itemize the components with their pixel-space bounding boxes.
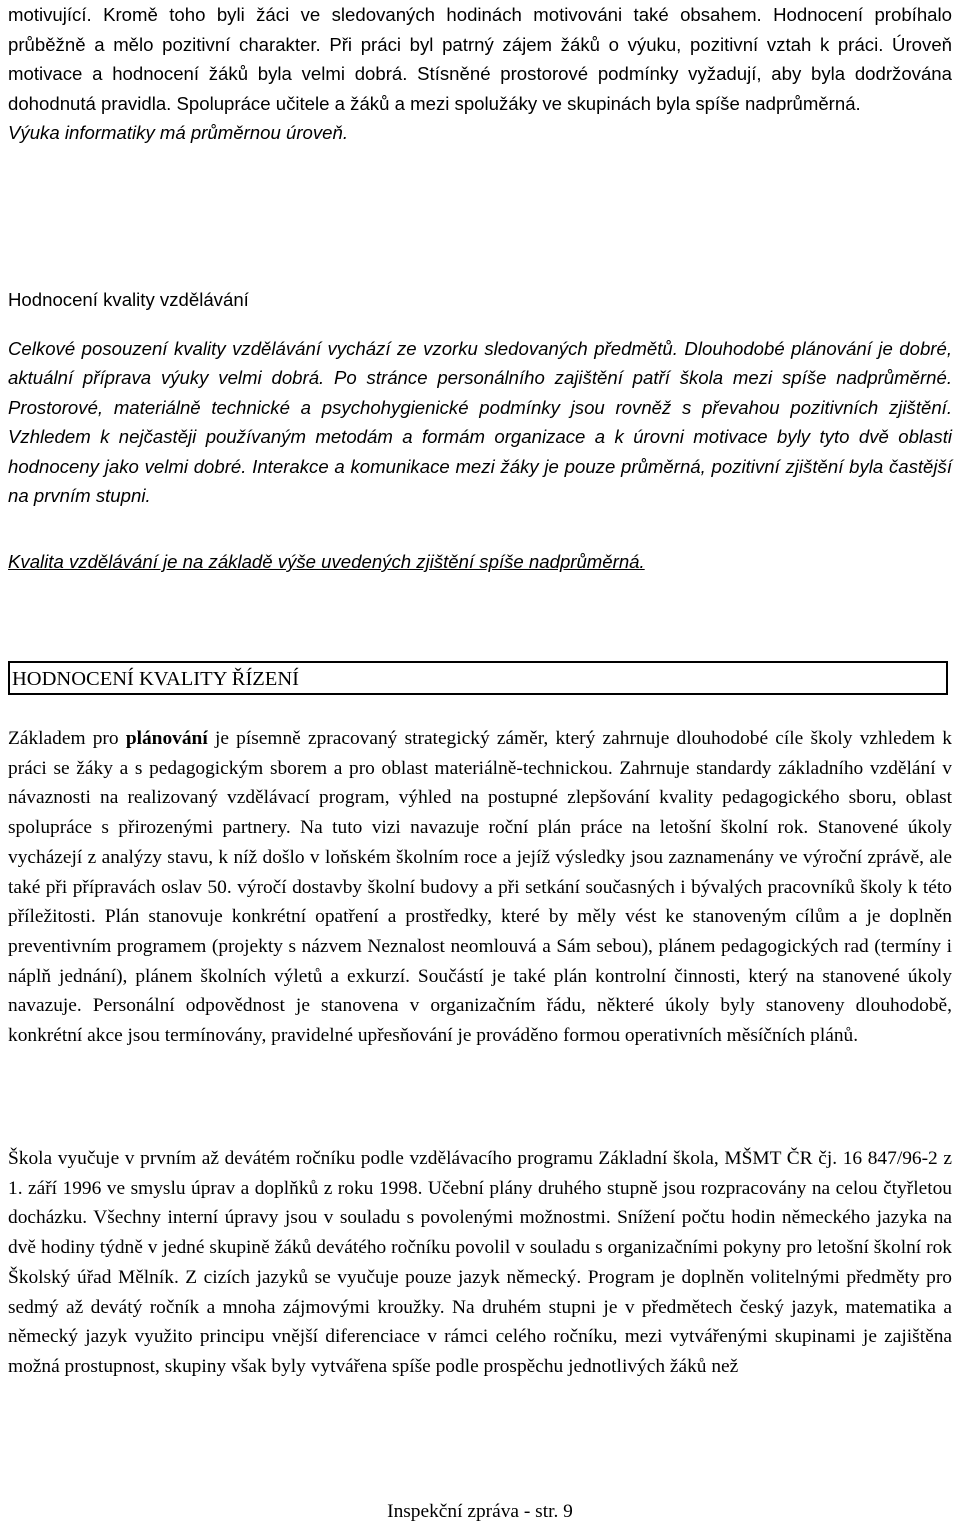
management-paragraph-1 bbox=[8, 724, 952, 1051]
quality-summary: Celkové posouzení kvality vzdělávání vychází ze vzorku sledovaných předmětů. Dlouhodobé plánování je dobré, aktuální příprava výuky velmi dobrá. Po stránce personálního zajištění patří škola mezi spíše nadprůměrné. Prostorové, materiálně technické a psychohygienické podmínky jsou rovněž s převahou pozitivních zjištění. Vzhledem k nejčastěji používaným metodám a formám organizace a k úrovni motivace byly tyto dvě oblasti hodnoceny jako velmi dobré. Interakce a komunikace mezi žáky je pouze průměrná, pozitivní zjištění byla častější na prvním stupni. bbox=[8, 338, 952, 507]
management-paragraph-2: Škola vyučuje v prvním až devátém ročníku podle vzdělávacího programu Základní škola, MŠMT ČR čj. 16 847/96-2 z 1. září 1996 ve smyslu úprav a doplňků z roku 1998. Učební plány druhého stupně jsou rozpracovány na celou čtyřletou docházku. Všechny interní úpravy jsou v souladu s povolenými možnostmi. Snížení počtu hodin německého jazyka na dvě hodiny týdně v jedné skupině žáků devátého ročníku povolil v souladu s organizačními pokyny pro letošní školní rok Školský úřad Mělník. Z cizích jazyků se vyučuje pouze jazyk německý. Program je doplněn volitelnými předměty pro sedmý až devátý ročník a mnoha zájmovými kroužky. Na druhém stupni je v předmětech český jazyk, matematika a německý jazyk využito principu vnější diferenciace v rámci celého ročníku, mezi vytvářenými skupinami je zajištěna možná prostupnost, skupiny však byly vytvářena spíše podle prospěchu jednotlivých žáků než bbox=[8, 1148, 952, 1377]
management-heading: HODNOCENÍ KVALITY ŘÍZENÍ bbox=[12, 668, 299, 690]
page-footer: Inspekční zpráva - str. 9 bbox=[387, 1501, 573, 1522]
intro-paragraph bbox=[8, 0, 952, 148]
management-p1-start: Základem pro bbox=[8, 728, 126, 749]
intro-paragraph-text: motivující. Kromě toho byli žáci ve sledovaných hodinách motivováni také obsahem. Hodnocení probíhalo průběžně a mělo pozitivní charakter. Při práci byl patrný zájem žáků o výuku, pozitivní vztah k práci. Úroveň motivace a hodnocení žáků byla velmi dobrá. Stísněné prostorové podmínky vyžadují, aby byla dodržována dohodnutá pravidla. Spolupráce učitele a žáků a mezi spolužáky ve skupinách byla spíše nadprůměrná. bbox=[8, 4, 952, 114]
management-p1-bold: plánování bbox=[125, 728, 208, 749]
quality-heading: Hodnocení kvality vzdělávání bbox=[8, 289, 249, 310]
management-p1-rest: je písemně zpracovaný strategický záměr, který zahrnuje dlouhodobé cíle školy vzhledem k práci se žáky a s pedagogickým sborem a pro oblast materiálně-technickou. Zahrnuje standardy základního vzdělání v návaznosti na realizovaný vzdělávací program, výhled na postupné zlepšování kvality pedagogického sboru, oblast spolupráce s přirozenými partnery. Na tuto vizi navazuje roční plán práce na letošní školní rok. Stanovené úkoly vycházejí z analýzy stavu, k níž došlo v loňském školním roce a jejíž výsledky jsou zaznamenány ve výroční zprávě, ale také při přípravách oslav 50. výročí dostavby školní budovy a při setkání současných i bývalých pracovníků školy k této příležitosti. Plán stanovuje konkrétní opatření a prostředky, které by měly vést ke stanoveným cílům a je doplněn preventivním programem (projekty s názvem Neznalost neomlouvá a Sám sebou), plánem pedagogických rad (termíny i náplň jednání), plánem školních výletů a exkurzí. Součástí je také plán kontrolní činnosti, který na stanovené úkoly navazuje. Personální odpovědnost je stanovena v organizačním řádu, některé úkoly byly stanoveny dlouhodobě, konkrétní akce jsou termínovány, pravidelné upřesňování je prováděno formou operativních měsíčních plánů. bbox=[8, 728, 952, 1047]
quality-final-statement: Kvalita vzdělávání je na základě výše uvedených zjištění spíše nadprůměrná. bbox=[8, 551, 645, 572]
intro-conclusion: Výuka informatiky má průměrnou úroveň. bbox=[8, 122, 348, 144]
document-page bbox=[8, 0, 952, 1377]
management-heading-box bbox=[8, 661, 948, 695]
